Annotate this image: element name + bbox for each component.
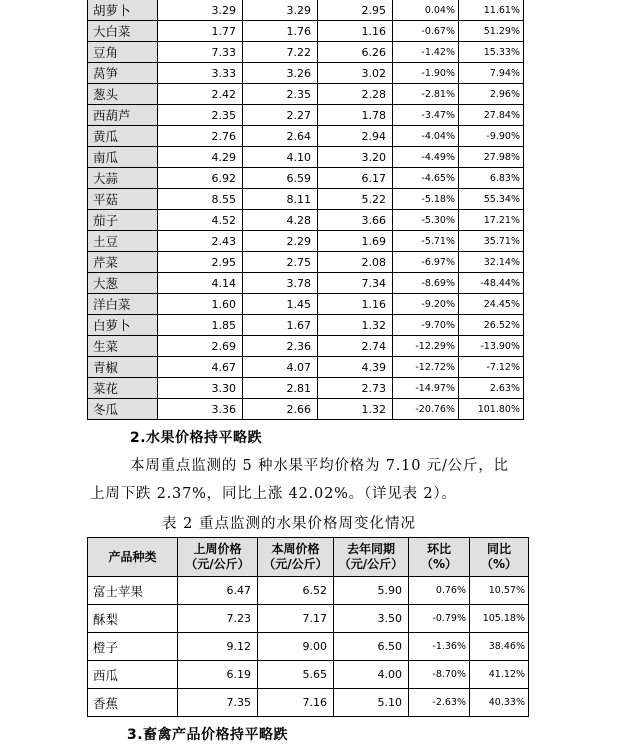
- this-week-price-cell: 1.76: [243, 21, 318, 42]
- fruit-section-heading: 2.水果价格持平略跌: [130, 430, 263, 446]
- year-on-year-cell: 2.96%: [459, 84, 524, 105]
- product-name-cell: 西瓜: [88, 661, 178, 689]
- this-week-price-cell: 7.22: [243, 42, 318, 63]
- product-name-cell: 大葱: [88, 273, 158, 294]
- table-row: [88, 210, 524, 231]
- last-week-price-cell: 4.29: [158, 147, 243, 168]
- year-on-year-cell: 26.52%: [459, 315, 524, 336]
- product-name-cell: 冬瓜: [88, 399, 158, 420]
- livestock-section-heading: 3.畜禽产品价格持平略跌: [127, 727, 289, 743]
- prev-year-price-cell: 5.22: [318, 189, 393, 210]
- week-on-week-cell: -8.69%: [393, 273, 459, 294]
- this-week-price-cell: 6.59: [243, 168, 318, 189]
- header-last-week: 上周价格 （元/公斤）: [178, 538, 258, 577]
- header-prev-year: 去年同期 （元/公斤）: [334, 538, 409, 577]
- product-name-cell: 香蕉: [88, 689, 178, 717]
- table-row: [88, 689, 529, 717]
- product-name-cell: 平菇: [88, 189, 158, 210]
- table-row: [88, 252, 524, 273]
- week-on-week-cell: -5.18%: [393, 189, 459, 210]
- table-row: [88, 21, 524, 42]
- year-on-year-cell: -9.90%: [459, 126, 524, 147]
- table-row: [88, 661, 529, 689]
- year-on-year-cell: 10.57%: [470, 577, 529, 605]
- year-on-year-cell: 11.61%: [459, 0, 524, 21]
- year-on-year-cell: 101.80%: [459, 399, 524, 420]
- table-row: [88, 315, 524, 336]
- table-row: [88, 633, 529, 661]
- prev-year-price-cell: 3.20: [318, 147, 393, 168]
- last-week-price-cell: 2.42: [158, 84, 243, 105]
- this-week-price-cell: 3.78: [243, 273, 318, 294]
- last-week-price-cell: 1.85: [158, 315, 243, 336]
- year-on-year-cell: 7.94%: [459, 63, 524, 84]
- prev-year-price-cell: 3.50: [334, 605, 409, 633]
- fruit-summary-line-2: 上周下跌 2.37%，同比上涨 42.02%。（详见表 2）。: [90, 486, 457, 502]
- product-name-cell: 茄子: [88, 210, 158, 231]
- week-on-week-cell: -5.30%: [393, 210, 459, 231]
- product-name-cell: 芹菜: [88, 252, 158, 273]
- last-week-price-cell: 4.14: [158, 273, 243, 294]
- table-row: [88, 147, 524, 168]
- table-row: [88, 84, 524, 105]
- table-row: [88, 605, 529, 633]
- week-on-week-cell: -4.04%: [393, 126, 459, 147]
- last-week-price-cell: 4.52: [158, 210, 243, 231]
- prev-year-price-cell: 4.00: [334, 661, 409, 689]
- table-row: [88, 105, 524, 126]
- week-on-week-cell: 0.76%: [409, 577, 470, 605]
- year-on-year-cell: -7.12%: [459, 357, 524, 378]
- last-week-price-cell: 2.35: [158, 105, 243, 126]
- table-row: [88, 126, 524, 147]
- prev-year-price-cell: 2.73: [318, 378, 393, 399]
- week-on-week-cell: -14.97%: [393, 378, 459, 399]
- table-row: [88, 294, 524, 315]
- last-week-price-cell: 2.69: [158, 336, 243, 357]
- product-name-cell: 西葫芦: [88, 105, 158, 126]
- year-on-year-cell: 32.14%: [459, 252, 524, 273]
- week-on-week-cell: -20.76%: [393, 399, 459, 420]
- week-on-week-cell: -5.71%: [393, 231, 459, 252]
- week-on-week-cell: -1.90%: [393, 63, 459, 84]
- product-name-cell: 洋白菜: [88, 294, 158, 315]
- prev-year-price-cell: 2.74: [318, 336, 393, 357]
- product-name-cell: 酥梨: [88, 605, 178, 633]
- this-week-price-cell: 2.81: [243, 378, 318, 399]
- last-week-price-cell: 3.36: [158, 399, 243, 420]
- year-on-year-cell: 17.21%: [459, 210, 524, 231]
- table-row: [88, 357, 524, 378]
- prev-year-price-cell: 3.66: [318, 210, 393, 231]
- year-on-year-cell: -48.44%: [459, 273, 524, 294]
- product-name-cell: 大白菜: [88, 21, 158, 42]
- this-week-price-cell: 9.00: [258, 633, 334, 661]
- this-week-price-cell: 5.65: [258, 661, 334, 689]
- year-on-year-cell: 15.33%: [459, 42, 524, 63]
- this-week-price-cell: 8.11: [243, 189, 318, 210]
- last-week-price-cell: 6.19: [178, 661, 258, 689]
- week-on-week-cell: -9.70%: [393, 315, 459, 336]
- vegetable-table-body: [88, 0, 524, 420]
- week-on-week-cell: -2.81%: [393, 84, 459, 105]
- last-week-price-cell: 2.76: [158, 126, 243, 147]
- last-week-price-cell: 9.12: [178, 633, 258, 661]
- week-on-week-cell: -4.65%: [393, 168, 459, 189]
- this-week-price-cell: 1.67: [243, 315, 318, 336]
- vegetable-price-table: [87, 0, 524, 420]
- week-on-week-cell: -12.29%: [393, 336, 459, 357]
- week-on-week-cell: -0.79%: [409, 605, 470, 633]
- prev-year-price-cell: 5.90: [334, 577, 409, 605]
- this-week-price-cell: 7.17: [258, 605, 334, 633]
- this-week-price-cell: 7.16: [258, 689, 334, 717]
- week-on-week-cell: -12.72%: [393, 357, 459, 378]
- prev-year-price-cell: 1.78: [318, 105, 393, 126]
- last-week-price-cell: 1.60: [158, 294, 243, 315]
- prev-year-price-cell: 2.08: [318, 252, 393, 273]
- week-on-week-cell: -3.47%: [393, 105, 459, 126]
- fruit-table-body: [88, 577, 529, 717]
- prev-year-price-cell: 1.16: [318, 294, 393, 315]
- week-on-week-cell: -8.70%: [409, 661, 470, 689]
- table-row: [88, 399, 524, 420]
- fruit-price-table: [87, 537, 529, 717]
- table2-caption: 表 2 重点监测的水果价格周变化情况: [162, 516, 416, 532]
- last-week-price-cell: 7.35: [178, 689, 258, 717]
- last-week-price-cell: 3.29: [158, 0, 243, 21]
- prev-year-price-cell: 6.17: [318, 168, 393, 189]
- header-product: 产品种类: [88, 538, 178, 577]
- prev-year-price-cell: 1.16: [318, 21, 393, 42]
- table-row: [88, 273, 524, 294]
- last-week-price-cell: 7.33: [158, 42, 243, 63]
- year-on-year-cell: 40.33%: [470, 689, 529, 717]
- year-on-year-cell: 2.63%: [459, 378, 524, 399]
- header-this-week: 本周价格 （元/公斤）: [258, 538, 334, 577]
- table-row: [88, 378, 524, 399]
- week-on-week-cell: -1.36%: [409, 633, 470, 661]
- last-week-price-cell: 3.30: [158, 378, 243, 399]
- week-on-week-cell: -6.97%: [393, 252, 459, 273]
- product-name-cell: 大蒜: [88, 168, 158, 189]
- last-week-price-cell: 7.23: [178, 605, 258, 633]
- table-row: [88, 42, 524, 63]
- last-week-price-cell: 1.77: [158, 21, 243, 42]
- prev-year-price-cell: 2.95: [318, 0, 393, 21]
- prev-year-price-cell: 1.69: [318, 231, 393, 252]
- product-name-cell: 菜花: [88, 378, 158, 399]
- last-week-price-cell: 4.67: [158, 357, 243, 378]
- year-on-year-cell: 35.71%: [459, 231, 524, 252]
- last-week-price-cell: 2.95: [158, 252, 243, 273]
- prev-year-price-cell: 2.28: [318, 84, 393, 105]
- prev-year-price-cell: 6.26: [318, 42, 393, 63]
- fruit-table-header-row: [88, 538, 529, 577]
- header-yoy: 同比 （%）: [470, 538, 529, 577]
- week-on-week-cell: -0.67%: [393, 21, 459, 42]
- product-name-cell: 胡萝卜: [88, 0, 158, 21]
- this-week-price-cell: 3.29: [243, 0, 318, 21]
- this-week-price-cell: 4.07: [243, 357, 318, 378]
- this-week-price-cell: 1.45: [243, 294, 318, 315]
- prev-year-price-cell: 3.02: [318, 63, 393, 84]
- product-name-cell: 莴笋: [88, 63, 158, 84]
- prev-year-price-cell: 2.94: [318, 126, 393, 147]
- this-week-price-cell: 2.36: [243, 336, 318, 357]
- product-name-cell: 青椒: [88, 357, 158, 378]
- table-row: [88, 231, 524, 252]
- this-week-price-cell: 2.27: [243, 105, 318, 126]
- product-name-cell: 葱头: [88, 84, 158, 105]
- year-on-year-cell: 27.84%: [459, 105, 524, 126]
- prev-year-price-cell: 4.39: [318, 357, 393, 378]
- fruit-summary-line-1: 本周重点监测的 5 种水果平均价格为 7.10 元/公斤，比: [130, 458, 509, 474]
- product-name-cell: 橙子: [88, 633, 178, 661]
- year-on-year-cell: -13.90%: [459, 336, 524, 357]
- prev-year-price-cell: 6.50: [334, 633, 409, 661]
- week-on-week-cell: -2.63%: [409, 689, 470, 717]
- last-week-price-cell: 6.92: [158, 168, 243, 189]
- prev-year-price-cell: 1.32: [318, 315, 393, 336]
- table-row: [88, 168, 524, 189]
- year-on-year-cell: 105.18%: [470, 605, 529, 633]
- this-week-price-cell: 4.28: [243, 210, 318, 231]
- week-on-week-cell: -9.20%: [393, 294, 459, 315]
- this-week-price-cell: 2.64: [243, 126, 318, 147]
- year-on-year-cell: 24.45%: [459, 294, 524, 315]
- product-name-cell: 土豆: [88, 231, 158, 252]
- this-week-price-cell: 4.10: [243, 147, 318, 168]
- year-on-year-cell: 6.83%: [459, 168, 524, 189]
- this-week-price-cell: 2.66: [243, 399, 318, 420]
- table-row: [88, 577, 529, 605]
- prev-year-price-cell: 7.34: [318, 273, 393, 294]
- prev-year-price-cell: 1.32: [318, 399, 393, 420]
- table-row: [88, 336, 524, 357]
- product-name-cell: 黄瓜: [88, 126, 158, 147]
- this-week-price-cell: 2.75: [243, 252, 318, 273]
- week-on-week-cell: -4.49%: [393, 147, 459, 168]
- this-week-price-cell: 6.52: [258, 577, 334, 605]
- product-name-cell: 白萝卜: [88, 315, 158, 336]
- header-wow: 环比 （%）: [409, 538, 470, 577]
- table-row: [88, 189, 524, 210]
- year-on-year-cell: 51.29%: [459, 21, 524, 42]
- product-name-cell: 南瓜: [88, 147, 158, 168]
- last-week-price-cell: 2.43: [158, 231, 243, 252]
- year-on-year-cell: 55.34%: [459, 189, 524, 210]
- this-week-price-cell: 2.35: [243, 84, 318, 105]
- year-on-year-cell: 27.98%: [459, 147, 524, 168]
- product-name-cell: 生菜: [88, 336, 158, 357]
- prev-year-price-cell: 5.10: [334, 689, 409, 717]
- year-on-year-cell: 41.12%: [470, 661, 529, 689]
- last-week-price-cell: 6.47: [178, 577, 258, 605]
- this-week-price-cell: 2.29: [243, 231, 318, 252]
- this-week-price-cell: 3.26: [243, 63, 318, 84]
- last-week-price-cell: 3.33: [158, 63, 243, 84]
- week-on-week-cell: -1.42%: [393, 42, 459, 63]
- product-name-cell: 富士苹果: [88, 577, 178, 605]
- product-name-cell: 豆角: [88, 42, 158, 63]
- table-row: [88, 0, 524, 21]
- year-on-year-cell: 38.46%: [470, 633, 529, 661]
- table-row: [88, 63, 524, 84]
- last-week-price-cell: 8.55: [158, 189, 243, 210]
- week-on-week-cell: 0.04%: [393, 0, 459, 21]
